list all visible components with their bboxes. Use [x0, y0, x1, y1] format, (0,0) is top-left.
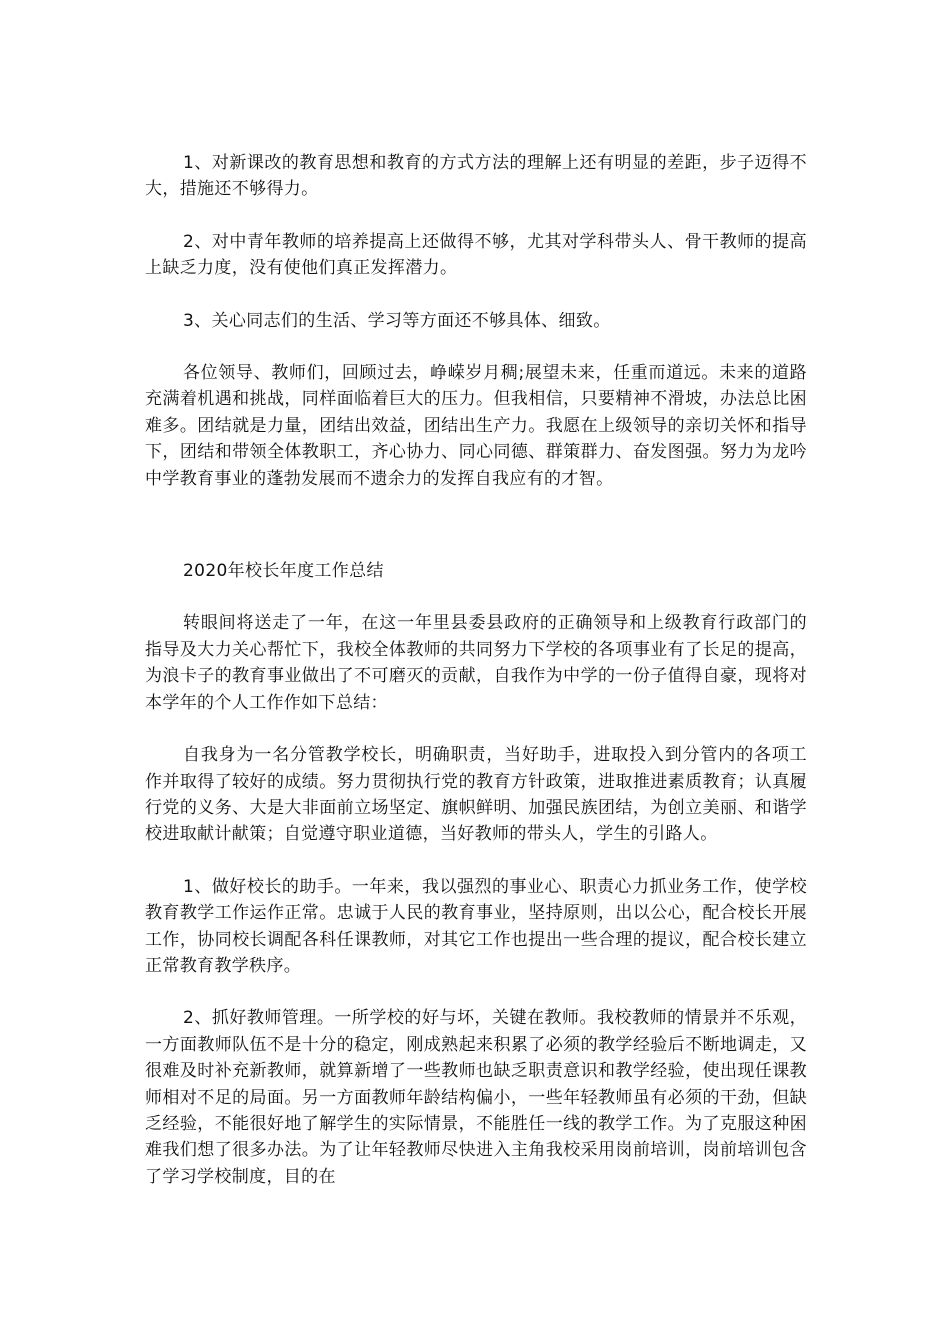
- paragraph-shortcoming-3: 3、关心同志们的生活、学习等方面还不够具体、细致。: [183, 310, 611, 331]
- paragraph-closing: 各位领导、教师们，回顾过去，峥嵘岁月稠;展望未来，任重而道远。未来的道路充满着机遇和挑战，同样面临着巨大的压力。但我相信，只要精神不滑坡，办法总比困难多。团结就是力量，团结出效益，团结出生产力。我愿在上级领导的亲切关怀和指导下，团结和带领全体教职工，齐心协力、同心同德、群策群力、奋发图强。努力为龙吟中学教育事业的蓬勃发展而不遗余力的发挥自我应有的才智。: [145, 363, 807, 489]
- paragraph-shortcoming-2: 2、对中青年教师的培养提高上还做得不够，尤其对学科带头人、骨干教师的提高上缺乏力度，没有使他们真正发挥潜力。: [145, 231, 807, 279]
- paragraph-shortcoming-1: 1、对新课改的教育思想和教育的方式方法的理解上还有明显的差距，步子迈得不大，措施还不够得力。: [145, 153, 807, 200]
- paragraph-role: 自我身为一名分管教学校长，明确职责，当好助手，进取投入到分管内的各项工作并取得了较好的成绩。努力贯彻执行党的教育方针政策，进取推进素质教育；认真履行党的义务、大是大非面前立场坚定、旗帜鲜明、加强民族团结，为创立美丽、和谐学校进取献计献策；自觉遵守职业道德，当好教师的带头人，学生的引路人。: [145, 745, 807, 845]
- paragraph-assistant: 1、做好校长的助手。一年来，我以强烈的事业心、职责心力抓业务工作，使学校教育教学工作运作正常。忠诚于人民的教育事业，坚持原则，出以公心，配合校长开展工作，协同校长调配各科任课教师，对其它工作也提出一些合理的提议，配合校长建立正常教育教学秩序。: [145, 876, 807, 976]
- document-body: [145, 150, 807, 1190]
- paragraph-teacher-management: 2、抓好教师管理。一所学校的好与坏，关键在教师。我校教师的情景并不乐观，一方面教师队伍不是十分的稳定，刚成熟起来积累了必须的教学经验后不断地调走，又很难及时补充新教师，就算新增了一些教师也缺乏职责意识和教学经验，使出现任课教师相对不足的局面。另一方面教师年龄结构偏小，一些年轻教师虽有必须的干劲，但缺乏经验，不能很好地了解学生的实际情景，不能胜任一线的教学工作。为了克服这种困难我们想了很多办法。为了让年轻教师尽快进入主角我校采用岗前培训，岗前培训包含了学习学校制度，目的在: [145, 1008, 807, 1187]
- section-title: 2020年校长年度工作总结: [183, 561, 384, 582]
- paragraph-intro: 转眼间将送走了一年，在这一年里县委县政府的正确领导和上级教育行政部门的指导及大力关心帮忙下，我校全体教师的共同努力下学校的各项事业有了长足的提高，为浪卡子的教育事业做出了不可磨灭的贡献，自我作为中学的一份子值得自豪，现将对本学年的个人工作作如下总结：: [145, 613, 807, 713]
